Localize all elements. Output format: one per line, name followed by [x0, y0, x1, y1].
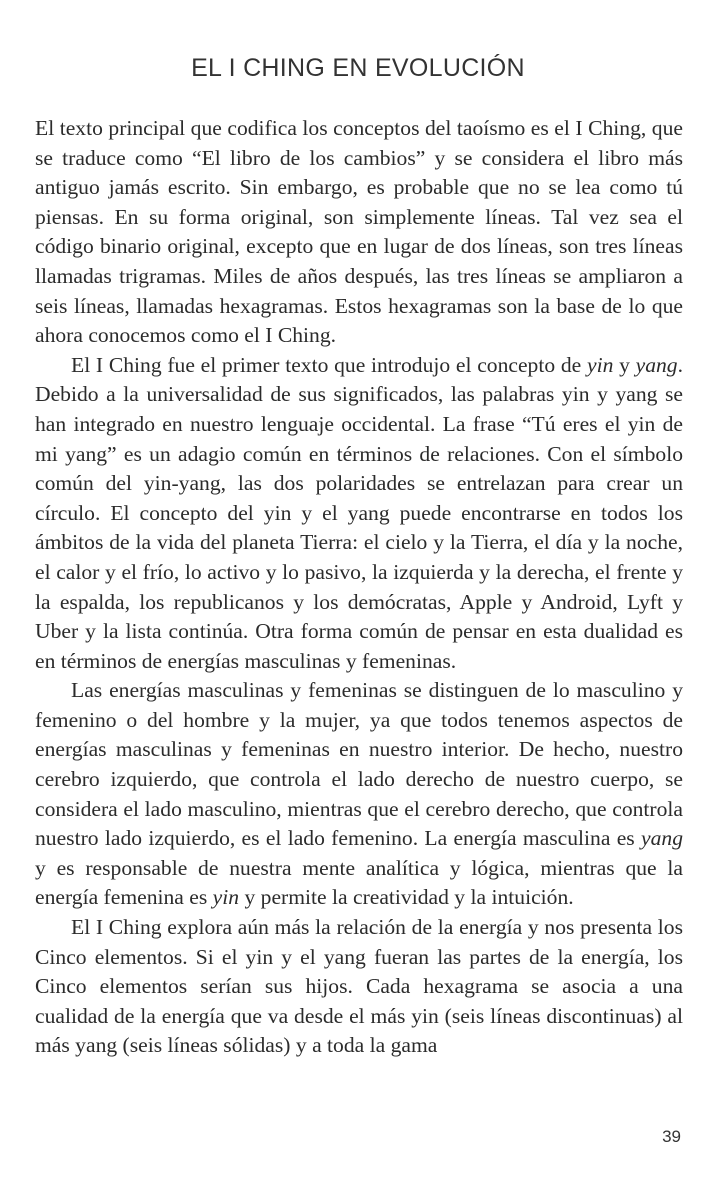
- italic-term: yin: [212, 885, 240, 910]
- running-title: EL I CHING EN EVOLUCIÓN: [191, 54, 525, 82]
- text-run: El texto principal que codifica los conceptos del taoísmo es el I Ching, que se traduce como “El libro de los cambios” y se considera el libro más antiguo jamás escrito. Sin embargo, es probable que no se lea como tú piensas. En su forma original, son simplemente líneas. Tal vez sea el código binario original, excepto que en lugar de dos líneas, son tres líneas llamadas trigramas. Miles de años después, las tres líneas se ampliaron a seis líneas, llamadas hexagramas. Estos hexagramas son la base de lo que ahora conocemos como el I Ching.: [35, 116, 683, 348]
- text-run: Las energías masculinas y femeninas se distinguen de lo masculino y femenino o del hombre y la mujer, ya que todos tenemos aspectos de energías masculinas y femeninas en nuestro interior. De hecho, nuestro cerebro izquierdo, que controla el lado derecho de nuestro cuerpo, se considera el lado masculino, mientras que el cerebro derecho, que controla nuestro lado izquierdo, es el lado femenino. La energía masculina es: [35, 678, 683, 851]
- text-run: . Debido a la universalidad de sus significados, las palabras yin y yang se han integrado en nuestro lenguaje occidental. La frase “Tú eres el yin de mi yang” es un adagio común en términos de relaciones. Con el símbolo común del yin-yang, las dos polaridades se entrelazan para crear un círculo. El concepto del yin y el yang puede encontrarse en todos los ámbitos de la vida del planeta Tierra: el cielo y la Tierra, el día y la noche, el calor y el frío, lo activo y lo pasivo, la izquierda y la derecha, el frente y la espalda, los republicanos y los demócratas, Apple y Android, Lyft y Uber y la lista continúa. Otra forma común de pensar en esta dualidad es en términos de energías masculinas y femeninas.: [35, 352, 684, 673]
- text-run: El I Ching explora aún más la relación de la energía y nos presenta los Cinco elementos. Si el yin y el yang fueran las partes de la energía, los Cinco elementos serían sus hijos. Cada hexagrama se asocia a una cualidad de la energía que va desde el más yin (seis líneas discontinuas) al más yang (seis líneas sólidas) y a toda la gama: [35, 915, 683, 1058]
- italic-term: yang: [641, 826, 683, 851]
- text-run: El I Ching fue el primer texto que introdujo el concepto de: [71, 352, 587, 377]
- paragraph-4: [35, 913, 683, 1061]
- text-run: y permite la creatividad y la intuición.: [239, 885, 574, 910]
- italic-term: yin: [586, 352, 614, 377]
- text-run: y: [613, 352, 636, 377]
- body-text: [35, 114, 683, 1061]
- paragraph-2: [35, 351, 683, 677]
- italic-term: yang: [635, 352, 678, 377]
- page-number: 39: [662, 1127, 681, 1146]
- text-run: y es responsable de nuestra mente analítica y lógica, mientras que la energía femenina es: [35, 855, 683, 910]
- paragraph-1: [35, 114, 683, 351]
- paragraph-3: [35, 676, 683, 913]
